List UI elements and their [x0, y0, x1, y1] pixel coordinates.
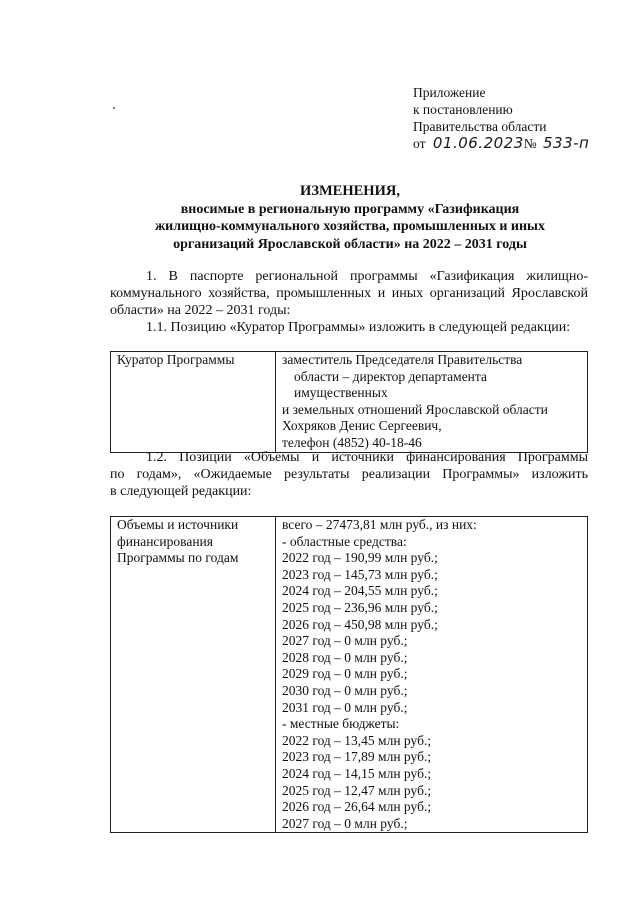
- annex-line-3: Правительства области: [413, 119, 547, 134]
- funding-label-line-1: Объемы и источники: [117, 517, 239, 532]
- funding-line-4: 2023 год – 145,73 млн руб.;: [282, 566, 438, 582]
- title-line-2: вносимые в региональную программу «Газификация: [180, 201, 520, 217]
- item-1-2-line-3: в следующей редакции:: [110, 484, 252, 499]
- curator-value-line-5: телефон (4852) 40-18-46: [282, 434, 422, 450]
- curator-table: [110, 351, 588, 453]
- funding-value-cell: [276, 517, 588, 833]
- annex-line-2: к постановлению: [413, 102, 513, 117]
- item-1-line-2: коммунального хозяйства, промышленных и иных организаций Ярославской: [110, 286, 588, 301]
- paragraph-item-1-1: [110, 319, 588, 336]
- funding-line-7: 2026 год – 450,98 млн руб.;: [282, 616, 438, 632]
- curator-row: [111, 352, 588, 453]
- funding-line-11: 2030 год – 0 млн руб.;: [282, 682, 408, 698]
- item-1-2-line-1: 1.2. Позиции «Объемы и источники финансирования Программы: [146, 450, 588, 465]
- funding-label-line-2: финансирования: [117, 533, 213, 549]
- funding-label-line-3: Программы по годам: [117, 550, 239, 566]
- title-line-4: организаций Ярославской области» на 2022 – 2031 годы: [173, 236, 527, 252]
- paragraph-item-1: [110, 268, 588, 319]
- funding-line-15: 2023 год – 17,89 млн руб.;: [282, 749, 432, 765]
- funding-line-16: 2024 год – 14,15 млн руб.;: [282, 765, 432, 781]
- funding-line-5: 2024 год – 204,55 млн руб.;: [282, 583, 438, 599]
- funding-line-9: 2028 год – 0 млн руб.;: [282, 649, 408, 665]
- curator-value-cell: [276, 352, 588, 453]
- curator-value-line-3: и земельных отношений Ярославской области: [282, 401, 548, 417]
- funding-line-2: - областные средства:: [282, 533, 407, 549]
- document-title: [110, 183, 590, 253]
- funding-label-cell: [111, 517, 276, 833]
- funding-line-13: - местные бюджеты:: [282, 716, 400, 732]
- funding-line-1: всего – 27473,81 млн руб., из них:: [282, 517, 477, 532]
- paragraph-item-1-2: [110, 449, 588, 500]
- funding-line-17: 2025 год – 12,47 млн руб.;: [282, 782, 432, 798]
- funding-line-18: 2026 год – 26,64 млн руб.;: [282, 799, 432, 815]
- annex-handwritten-number: 533-п: [543, 134, 590, 152]
- curator-value-line-1: заместитель Председателя Правительства: [282, 352, 523, 367]
- item-1-2-line-2: по годам», «Ожидаемые результаты реализации Программы» изложить: [110, 467, 588, 482]
- funding-line-8: 2027 год – 0 млн руб.;: [282, 633, 408, 649]
- title-line-1: ИЗМЕНЕНИЯ,: [300, 183, 400, 199]
- funding-line-19: 2027 год – 0 млн руб.;: [282, 815, 408, 831]
- curator-label-cell: Куратор Программы: [111, 352, 276, 453]
- item-1-line-3: области» на 2022 – 2031 годы:: [110, 303, 291, 318]
- funding-table: [110, 516, 588, 833]
- annex-handwritten-date: 01.06.2023: [432, 134, 524, 152]
- funding-line-14: 2022 год – 13,45 млн руб.;: [282, 732, 432, 748]
- funding-line-10: 2029 год – 0 млн руб.;: [282, 666, 408, 682]
- item-1-line-1: 1. В паспорте региональной программы «Газификация жилищно-: [146, 269, 588, 284]
- annex-date-number-line: [413, 135, 589, 152]
- curator-value-line-2: области – директор департамента имущественных: [294, 368, 487, 401]
- title-line-3: жилищно-коммунального хозяйства, промышленных и иных: [155, 219, 545, 234]
- funding-line-3: 2022 год – 190,99 млн руб.;: [282, 550, 438, 566]
- funding-line-12: 2031 год – 0 млн руб.;: [282, 699, 408, 715]
- annex-line-1: Приложение: [413, 85, 486, 100]
- annex-number-label: №: [523, 136, 537, 151]
- annex-from-label: от: [413, 136, 426, 151]
- annex-header: [413, 84, 589, 152]
- item-1-1-text: 1.1. Позицию «Куратор Программы» изложить в следующей редакции:: [146, 320, 571, 335]
- funding-row: [111, 517, 588, 833]
- curator-value-line-4: Хохряков Денис Сергеевич,: [282, 418, 442, 434]
- funding-line-6: 2025 год – 236,96 млн руб.;: [282, 599, 438, 615]
- scan-speck: [113, 107, 115, 109]
